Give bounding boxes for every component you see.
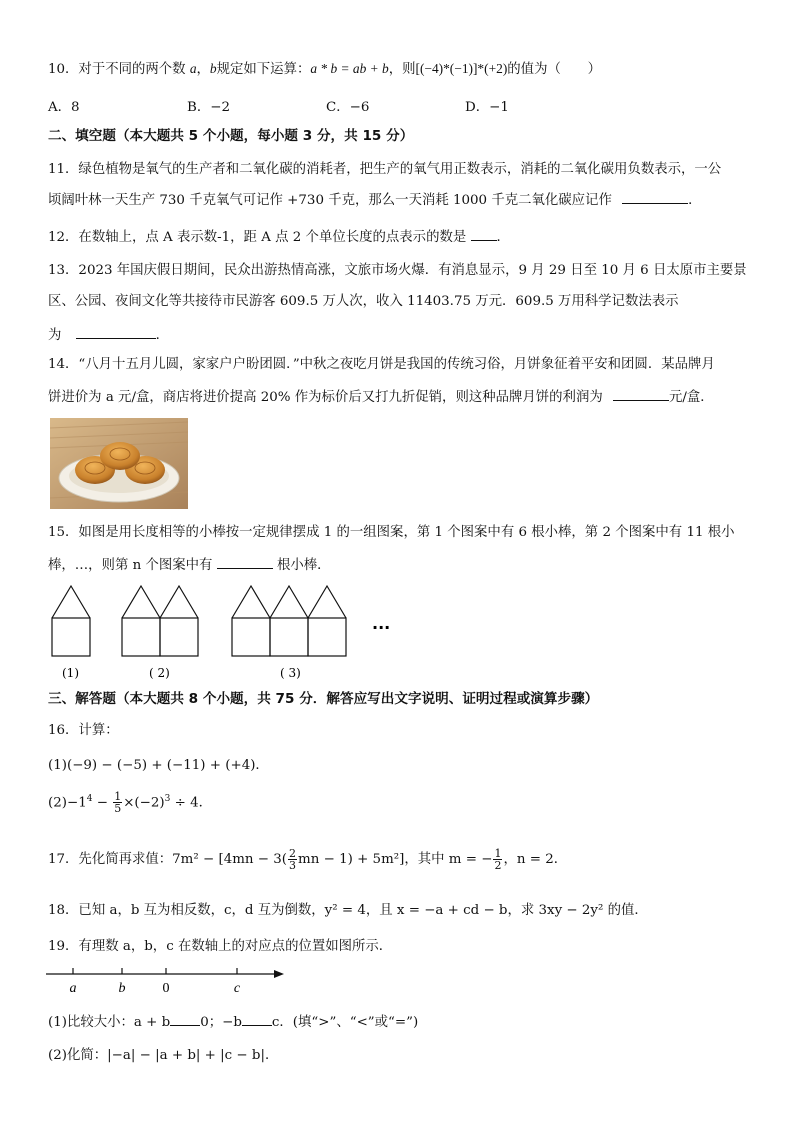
q17-part-b: mn − 1) + 5m²]，其中 m = −	[298, 852, 493, 867]
mooncake-photo	[50, 418, 188, 509]
q17-frac1-den: 3	[289, 859, 297, 872]
stick-pattern-figure	[44, 578, 404, 682]
q16-fraction	[113, 791, 122, 814]
pattern-label-1: (1)	[62, 666, 79, 680]
q17-frac2-den: 2	[494, 859, 502, 872]
section3-title: 三、解答题（本大题共 8 个小题，共 75 分．解答应写出文字说明、证明过程或演算步骤）	[48, 691, 599, 707]
q12-text: 12．在数轴上，点 A 表示数-1，距 A 点 2 个单位长度的点表示的数是	[48, 230, 467, 245]
axis-label-zero: 0	[162, 981, 170, 996]
q17-fraction-2	[493, 848, 502, 871]
q10-option-c[interactable]: C．−6	[326, 100, 370, 115]
q17-fraction-1	[288, 848, 297, 871]
q10-var-b: b	[209, 61, 217, 76]
q14-answer-blank[interactable]	[613, 387, 669, 401]
q13-line3-text: 为	[48, 328, 62, 343]
q11-answer-blank[interactable]	[622, 190, 688, 204]
q10-var-a: a	[189, 61, 197, 76]
q13-line2: 区、公园、夜间文化等共接待市民游客 609.5 万人次，收入 11403.75 万元．609.5 万用科学记数法表示	[48, 294, 679, 309]
q17-line	[48, 848, 567, 871]
q17-frac2-num: 1	[494, 847, 502, 860]
q14-end: 元/盒．	[669, 390, 714, 405]
q16-frac-num: 1	[114, 790, 122, 804]
q11-line1: 11．绿色植物是氧气的生产者和二氧化碳的消耗者，把生产的氧气用正数表示，消耗的二氧化碳用负数表示，一公	[48, 162, 722, 177]
pattern-label-3: ( 3)	[280, 666, 301, 680]
q17-frac1-num: 2	[289, 847, 297, 860]
q13-line3	[48, 325, 169, 345]
pattern-ellipsis: ···	[372, 618, 391, 637]
q19-title: 19．有理数 a，b，c 在数轴上的对应点的位置如图所示．	[48, 939, 393, 954]
q17-part-c: ，n = 2．	[503, 852, 568, 867]
q10-sep: ，	[196, 62, 210, 77]
q13-end: ．	[155, 328, 170, 343]
q19-p1-text: (1)比较大小：a + b	[48, 1015, 171, 1030]
q15-line2-end: 根小棒．	[276, 558, 331, 573]
q16-frac-den: 5	[114, 802, 122, 816]
q19-p1-mid: 0；−b	[200, 1015, 242, 1030]
q14-line2-text: 饼进价为 a 元/盒，商店将进价提高 20% 作为标价后又打九折促销，则这种品牌月饼的利润为	[48, 390, 603, 405]
q10-line	[48, 60, 601, 79]
q18-line: 18．已知 a，b 互为相反数，c，d 互为倒数，y² = 4，且 x = −a + cd − b，求 3xy − 2y² 的值．	[48, 903, 648, 918]
q19-blank-1[interactable]	[170, 1012, 200, 1026]
q10-prefix: 10．对于不同的两个数	[48, 62, 186, 77]
pattern-1	[52, 586, 90, 656]
section2-title: 二、填空题（本大题共 5 个小题，每小题 3 分，共 15 分）	[48, 128, 414, 144]
q16-p2-exp2: 3	[164, 794, 171, 804]
q16-part1: (1)(−9) − (−5) + (−11) + (+4)．	[48, 758, 269, 773]
q16-title: 16．计算：	[48, 723, 119, 738]
q10-then: ，则	[388, 62, 416, 77]
axis-label-c: c	[233, 981, 241, 996]
q10-option-b[interactable]: B．−2	[187, 100, 230, 115]
q19-blank-2[interactable]	[242, 1012, 272, 1026]
q19-part2: (2)化简：|−a| − |a + b| + |c − b|．	[48, 1048, 279, 1063]
q16-p2-minus: −	[92, 795, 113, 811]
q12-end: ．	[496, 230, 510, 245]
q11-line2-text: 顷阔叶林一天生产 730 千克氧气可记作 +730 千克，那么一天消耗 1000 千克二氧化碳应记作	[48, 193, 612, 208]
q16-p2-div: ÷ 4．	[170, 795, 212, 811]
q17-part-a: 17．先化简再求值：7m² − [4mn − 3(	[48, 852, 288, 867]
q10-expression: [(−4)*(−1)]*(+2)	[415, 61, 508, 76]
number-line-figure	[44, 962, 304, 998]
q11-line2	[48, 190, 702, 210]
q16-p2-base: (2)−1	[48, 795, 87, 811]
q10-option-a[interactable]: A．8	[48, 100, 80, 115]
q15-line1: 15．如图是用长度相等的小棒按一定规律摆成 1 的一组图案，第 1 个图案中有 6 根小棒，第 2 个图案中有 11 根小	[48, 525, 735, 540]
q15-answer-blank[interactable]	[217, 555, 273, 569]
q10-mid: 规定如下运算：	[216, 62, 311, 77]
q12-answer-blank[interactable]	[471, 227, 497, 241]
q10-suffix: 的值为（ ）	[507, 62, 602, 77]
pattern-2	[122, 586, 198, 656]
q15-line2-text: 棒，…，则第 n 个图案中有	[48, 558, 213, 573]
q16-p2-mult: ×(−2)	[123, 795, 165, 811]
pattern-label-2: ( 2)	[149, 666, 170, 680]
q13-line1: 13．2023 年国庆假日期间，民众出游热情高涨，文旅市场火爆．有消息显示，9 月 29 日至 10 月 6 日太原市主要景	[48, 263, 747, 278]
q13-answer-blank[interactable]	[76, 325, 156, 339]
q19-p1-end: c．(填“>”、“<”或“=”)	[271, 1015, 419, 1030]
pattern-3	[232, 586, 346, 656]
axis-label-a: a	[69, 981, 77, 996]
q14-line2	[48, 387, 714, 407]
q14-line1: 14．“八月十五月儿圆，家家户户盼团圆．”中秋之夜吃月饼是我国的传统习俗，月饼象征着平安和团圆．某品牌月	[48, 357, 715, 372]
q11-end: ．	[688, 193, 702, 208]
q10-option-d[interactable]: D．−1	[465, 100, 509, 115]
q16-part2	[48, 790, 212, 814]
q10-definition: a * b = ab + b	[310, 61, 389, 76]
q19-part1	[48, 1012, 418, 1032]
axis-label-b: b	[118, 981, 126, 996]
q15-line2	[48, 555, 331, 575]
q12-line	[48, 227, 510, 247]
q16-p2-exp: 4	[86, 794, 93, 804]
